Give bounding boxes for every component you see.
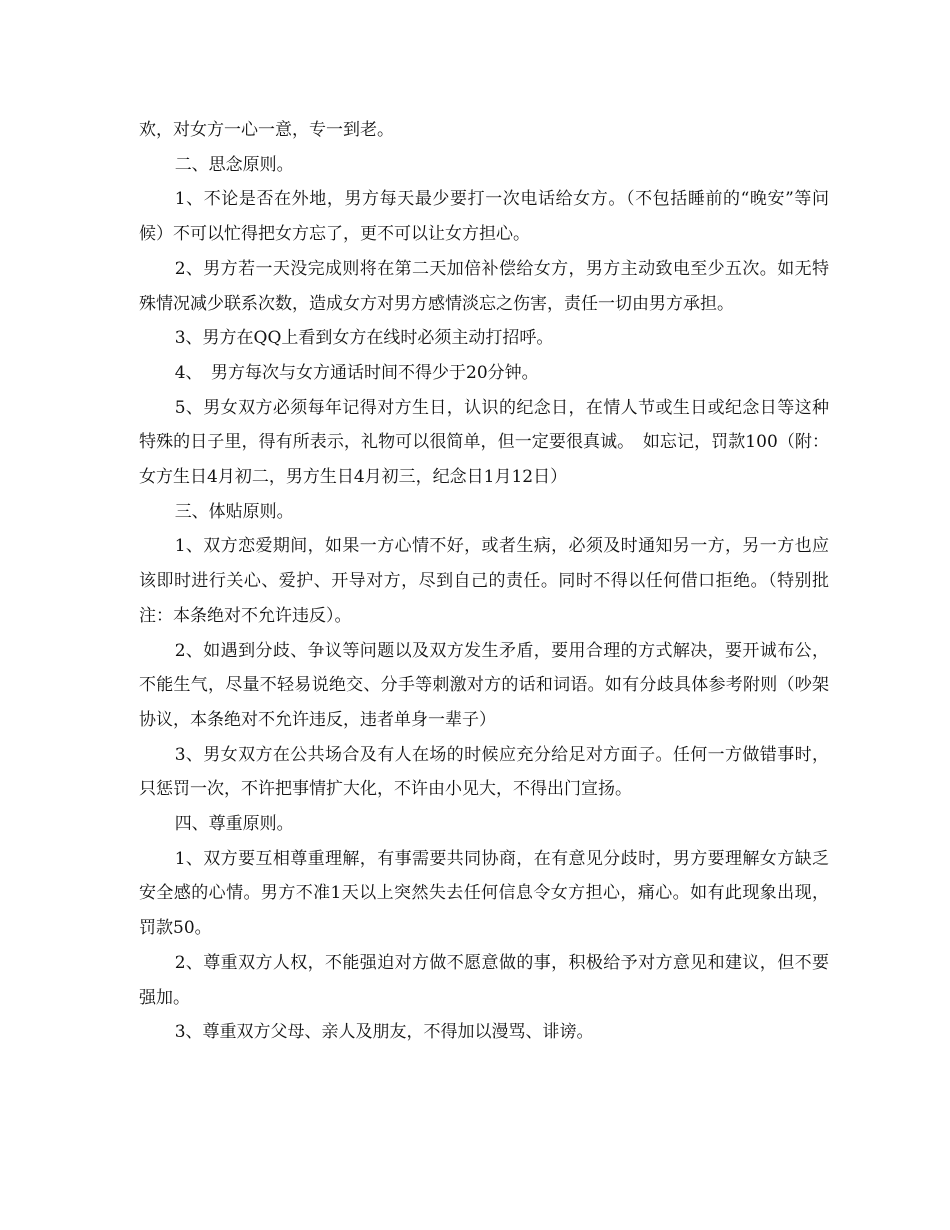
section-heading-missing: 二、思念原则。: [174, 154, 294, 175]
clause-paragraph: 3、男方在QQ上看到女方在线时必须主动打招呼。: [174, 328, 554, 349]
clause-paragraph: 3、男女双方在公共场合及有人在场的时候应充分给足对方面子。任何一方做错事时，只惩罚一次，不许把事情扩大化，不许由小见大，不得出门宣扬。: [139, 744, 829, 800]
clause-paragraph: 1、双方要互相尊重理解，有事需要共同协商，在有意见分歧时，男方要理解女方缺乏安全感的心情。男方不准1天以上突然失去任何信息令女方担心，痛心。如有此现象出现，罚款50。: [139, 848, 829, 939]
clause-paragraph: 5、男女双方必须每年记得对方生日，认识的纪念日，在情人节或生日或纪念日等这种特殊的日子里，得有所表示，礼物可以很简单，但一定要很真诚。 如忘记，罚款100（附：女方生日4月初二，男方生日4月初三，纪念日1月12日）: [139, 397, 829, 488]
section-heading-care: 三、体贴原则。: [174, 501, 294, 522]
section-heading-respect: 四、尊重原则。: [174, 814, 294, 835]
clause-paragraph: 2、男方若一天没完成则将在第二天加倍补偿给女方，男方主动致电至少五次。如无特殊情况减少联系次数，造成女方对男方感情淡忘之伤害，责任一切由男方承担。: [139, 258, 829, 314]
clause-paragraph: 3、尊重双方父母、亲人及朋友，不得加以漫骂、诽谤。: [174, 1022, 594, 1043]
clause-paragraph: 1、不论是否在外地，男方每天最少要打一次电话给女方。（不包括睡前的“晚安”等问候）不可以忙得把女方忘了，更不可以让女方担心。: [139, 189, 829, 245]
document-body: [139, 113, 829, 1050]
clause-paragraph: 2、如遇到分歧、争议等问题以及双方发生矛盾，要用合理的方式解决，要开诚布公，不能生气，尽量不轻易说绝交、分手等刺激对方的话和词语。如有分歧具体参考附则（吵架协议，本条绝对不允许违反，违者单身一辈子）: [139, 640, 829, 730]
clause-paragraph: 4、 男方每次与女方通话时间不得少于20分钟。: [174, 362, 539, 383]
clause-paragraph: 1、双方恋爱期间，如果一方心情不好，或者生病，必须及时通知另一方，另一方也应该即时进行关心、爱护、开导对方，尽到自己的责任。同时不得以任何借口拒绝。（特别批注：本条绝对不允许违反）。: [139, 536, 829, 626]
paragraph-continuation: 欢，对女方一心一意，专一到老。: [139, 120, 394, 140]
clause-paragraph: 2、尊重双方人权，不能强迫对方做不愿意做的事，积极给予对方意见和建议，但不要强加。: [139, 952, 829, 1008]
